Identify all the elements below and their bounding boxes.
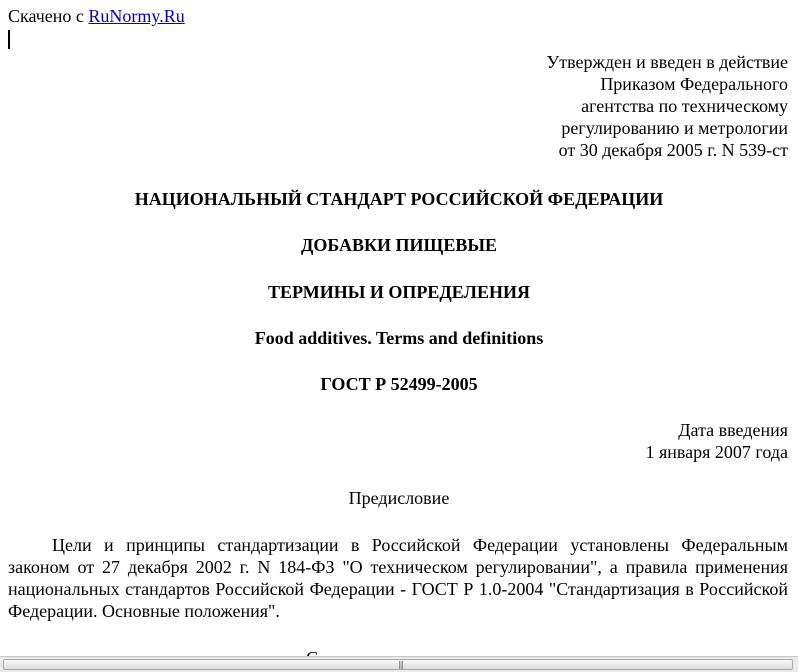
standard-type-heading: НАЦИОНАЛЬНЫЙ СТАНДАРТ РОССИЙСКОЙ ФЕДЕРАЦИИ (134, 189, 664, 209)
source-link[interactable]: RuNormy.Ru (88, 6, 185, 26)
title-en-heading: Food additives. Terms and definitions (254, 328, 544, 348)
source-line (8, 5, 185, 27)
source-prefix: Скачено с (8, 6, 84, 26)
approval-block (546, 51, 788, 161)
approval-line: агентства по техническому (581, 96, 788, 116)
effective-date-block (645, 419, 788, 463)
text-cursor (8, 30, 10, 49)
designation-heading: ГОСТ Р 52499-2005 (320, 374, 478, 394)
subtitle-ru-heading: ТЕРМИНЫ И ОПРЕДЕЛЕНИЯ (268, 282, 530, 302)
horizontal-scrollbar[interactable] (0, 656, 798, 672)
grip-icon: ||| (398, 660, 404, 669)
preface-paragraph: Цели и принципы стандартизации в Российской Федерации установлены Федеральным законом от 27 декабря 2002 г. N 184-ФЗ "О техническом регулировании", а правила применения национальных стандартов Российской Федерации - ГОСТ Р 1.0-2004 "Стандартизация в Российской Федерации. Основные положения". (8, 535, 788, 621)
approval-line: регулированию и метрологии (561, 118, 788, 138)
title-ru-heading: ДОБАВКИ ПИЩЕВЫЕ (300, 235, 498, 255)
approval-line: Приказом Федерального (600, 74, 788, 94)
scrollbar-thumb[interactable] (3, 659, 793, 670)
approval-line: Утвержден и введен в действие (546, 52, 788, 72)
approval-line: от 30 декабря 2005 г. N 539-ст (558, 140, 788, 160)
effective-date-value: 1 января 2007 года (645, 442, 788, 462)
effective-date-label: Дата введения (678, 420, 788, 440)
preface-title: Предисловие (348, 488, 450, 508)
